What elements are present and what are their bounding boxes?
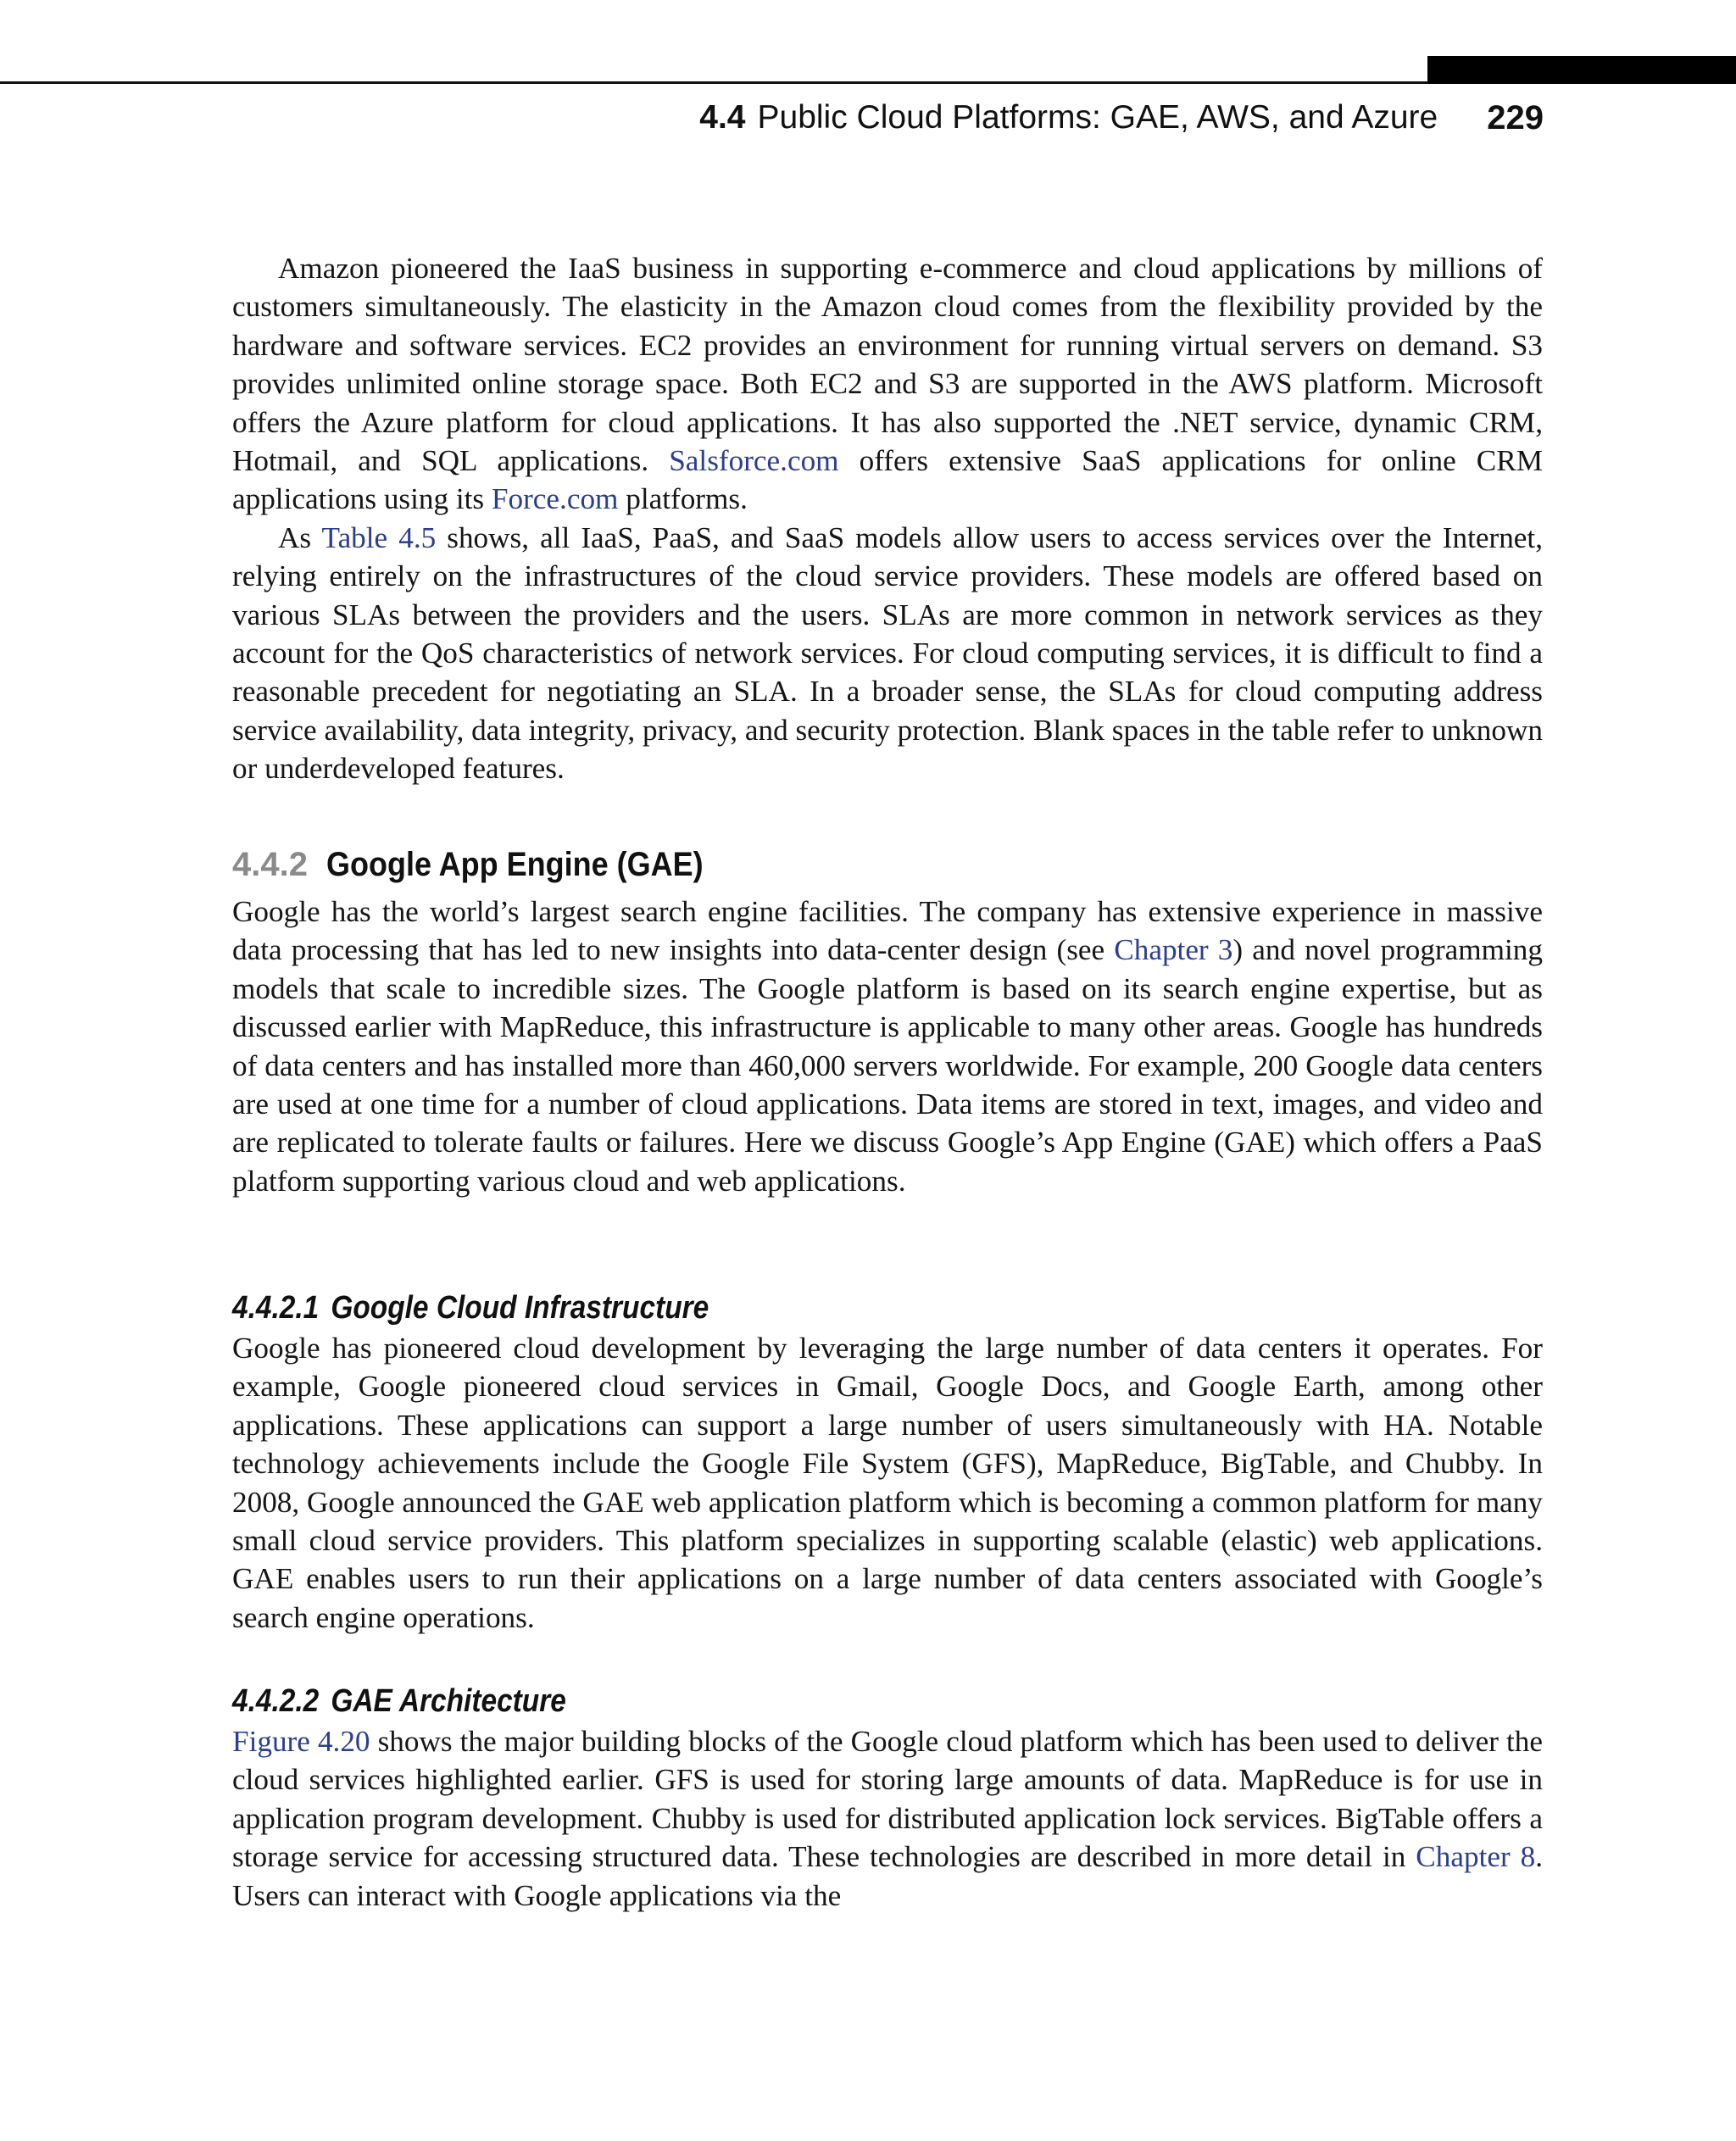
paragraph-text: platforms. [618,482,748,516]
paragraph-amazon [232,249,1543,519]
section-heading-4-4-2 [232,840,1543,889]
running-header [699,92,1544,143]
chapter-8-link[interactable]: Chapter 8 [1416,1840,1536,1874]
paragraph-table-4-5 [232,519,1543,788]
section-4-4-2-1 [232,1287,1543,1637]
subsection-title: GAE Architecture [331,1682,566,1719]
page-number: 229 [1487,98,1544,136]
header-section-number: 4.4 [699,99,746,136]
paragraph-gae-architecture [232,1722,1543,1915]
paragraph-text: . Users can interact with Google applications via the [232,1840,1543,1912]
header-tab-bar [1427,56,1736,84]
subsection-heading-4-4-2-1 [232,1287,1543,1329]
section-number: 4.4.2 [232,845,308,883]
chapter-3-link[interactable]: Chapter 3 [1114,933,1233,967]
table-4-5-link[interactable]: Table 4.5 [321,520,437,554]
paragraph-text: shows the major building blocks of the Google cloud platform which has been used to deliver the cloud services highlighted earlier. GFS is used for storing large amounts of data. MapReduce is for use in application program development. Chubby is used for distributed application lock services. BigTable offers a storage service for accessing structured data. These technologies are described in more detail in [232,1725,1543,1874]
paragraph-text: Amazon pioneered the IaaS business in supporting e-commerce and cloud applications by millions of customers simultaneously. The elasticity in the Amazon cloud comes from the flexibility provided by the hardware and software services. EC2 provides an environment for running virtual servers on demand. S3 provides unlimited online storage space. Both EC2 and S3 are supported in the AWS platform. Microsoft offers the Azure platform for cloud applications. It has also supported the .NET service, dynamic CRM, Hotmail, and SQL applications. [232,252,1543,478]
force-com-link[interactable]: Force.com [491,482,619,516]
subsection-number: 4.4.2.2 [232,1682,320,1719]
paragraph-cloud-infrastructure: Google has pioneered cloud development by leveraging the large number of data centers it operates. For example, Google pioneered cloud services in Gmail, Google Docs, and Google Earth, among other applications. These applications can support a large number of users simultaneously with HA. Notable technology achievements include the Google File System (GFS), MapReduce, BigTable, and Chubby. In 2008, Google announced the GAE web application platform which is becoming a common platform for many small cloud service providers. This platform specializes in supporting scalable (elastic) web applications. GAE enables users to run their applications on a large number of data centers associated with Google’s search engine operations. [232,1332,1543,1634]
header-section-title: Public Cloud Platforms: GAE, AWS, and Azure [757,99,1438,136]
figure-4-20-link[interactable]: Figure 4.20 [232,1725,370,1758]
subsection-heading-4-4-2-2 [232,1680,1543,1722]
intro-block [232,249,1543,788]
subsection-number: 4.4.2.1 [232,1289,320,1326]
paragraph-text: shows, all IaaS, PaaS, and SaaS models allow users to access services over the Internet, relying entirely on the infrastructures of the cloud service providers. These models are offered based on various SLAs between the providers and the users. SLAs are more common in network services as they account for the QoS characteristics of network services. For cloud computing services, it is difficult to find a reasonable precedent for negotiating an SLA. In a broader sense, the SLAs for cloud computing address service availability, data integrity, privacy, and security protection. Blank spaces in the table refer to unknown or underdeveloped features. [232,520,1543,786]
subsection-title: Google Cloud Infrastructure [331,1289,709,1326]
section-title: Google App Engine (GAE) [326,845,704,883]
section-4-4-2-2 [232,1680,1543,1915]
paragraph-gae [232,893,1543,1200]
paragraph-text: ) and novel programming models that scale to incredible sizes. The Google platform is based on its search engine expertise, but as discussed earlier with MapReduce, this infrastructure is applicable to many other areas. Google has hundreds of data centers and has installed more than 460,000 servers worldwide. For example, 200 Google data centers are used at one time for a number of cloud applications. Data items are stored in text, images, and video and are replicated to tolerate faults or failures. Here we discuss Google’s App Engine (GAE) which offers a PaaS platform supporting various cloud and web applications. [232,933,1543,1198]
paragraph-text: As [278,520,322,554]
section-4-4-2 [232,840,1543,1200]
paragraph-text: offers extensive SaaS applications for online CRM applications using its [232,444,1543,516]
salsforce-link[interactable]: Salsforce.com [669,444,839,478]
paragraph-text: Google has the world’s largest search engine facilities. The company has extensive experience in massive data processing that has led to new insights into data-center design (see [232,895,1543,967]
